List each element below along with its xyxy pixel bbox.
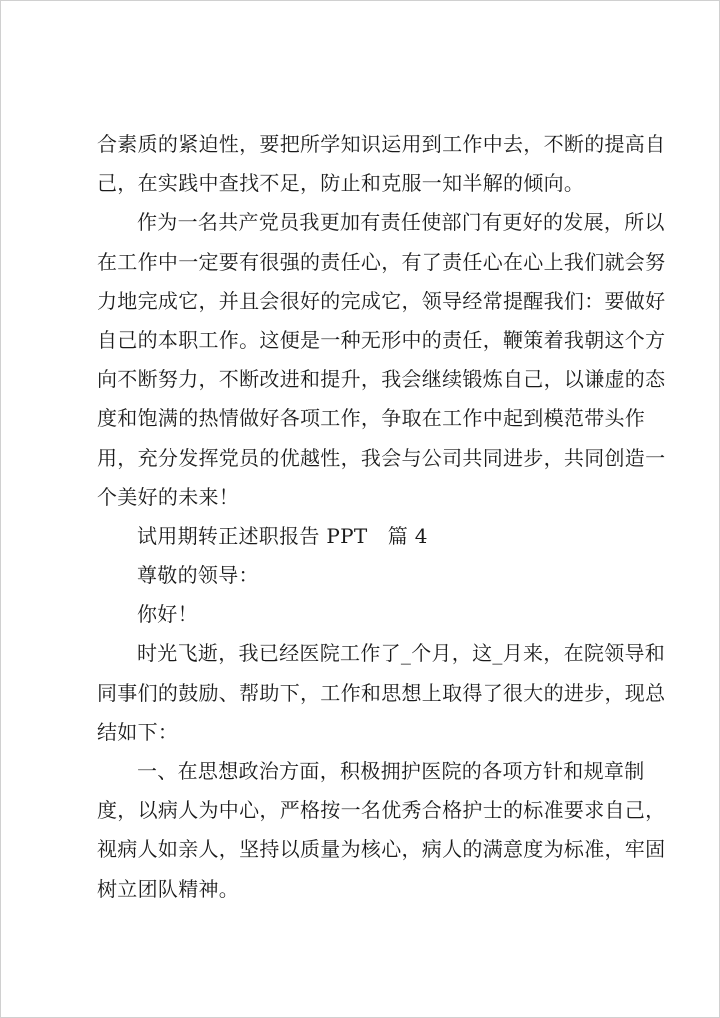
text-line: 力地完成它，并且会很好的完成它，领导经常提醒我们：要做好 xyxy=(97,288,666,313)
text-line: 己，在实践中查找不足，防止和克服一知半解的倾向。 xyxy=(97,171,585,196)
text-line: 你好！ xyxy=(137,602,198,627)
document-body xyxy=(97,125,666,909)
text-line: 自己的本职工作。这便是一种无形中的责任，鞭策着我朝这个方 xyxy=(97,327,666,352)
text-line: 在工作中一定要有很强的责任心，有了责任心在心上我们就会努 xyxy=(97,249,666,274)
text-line: 树立团队精神。 xyxy=(97,876,240,901)
text-line: 度和饱满的热情做好各项工作，争取在工作中起到模范带头作 xyxy=(97,406,646,431)
text-line: 尊敬的领导： xyxy=(137,563,259,588)
text-line: 个美好的未来！ xyxy=(97,484,240,509)
text-line: 作为一名共产党员我更加有责任使部门有更好的发展，所以 xyxy=(137,210,665,235)
text-line: 一、在思想政治方面，积极拥护医院的各项方针和规章制 xyxy=(137,759,645,783)
text-line: 向不断努力，不断改进和提升，我会继续锻炼自己，以谦虚的态 xyxy=(97,367,666,392)
text-line: 试用期转正述职报告 PPT 篇 4 xyxy=(137,523,428,548)
text-line: 同事们的鼓励、帮助下，工作和思想上取得了很大的进步，现总 xyxy=(97,680,666,705)
text-line: 结如下： xyxy=(97,719,179,744)
text-line: 用，充分发挥党员的优越性，我会与公司共同进步，共同创造一 xyxy=(97,445,666,470)
text-line: 合素质的紧迫性，要把所学知识运用到工作中去，不断的提高自 xyxy=(97,132,666,156)
text-line: 度，以病人为中心，严格按一名优秀合格护士的标准要求自己， xyxy=(97,798,666,823)
text-line: 视病人如亲人，坚持以质量为核心，病人的满意度为标准，牢固 xyxy=(97,837,666,862)
text-line: 时光飞逝，我已经医院工作了_个月，这_月来，在院领导和 xyxy=(137,641,666,666)
